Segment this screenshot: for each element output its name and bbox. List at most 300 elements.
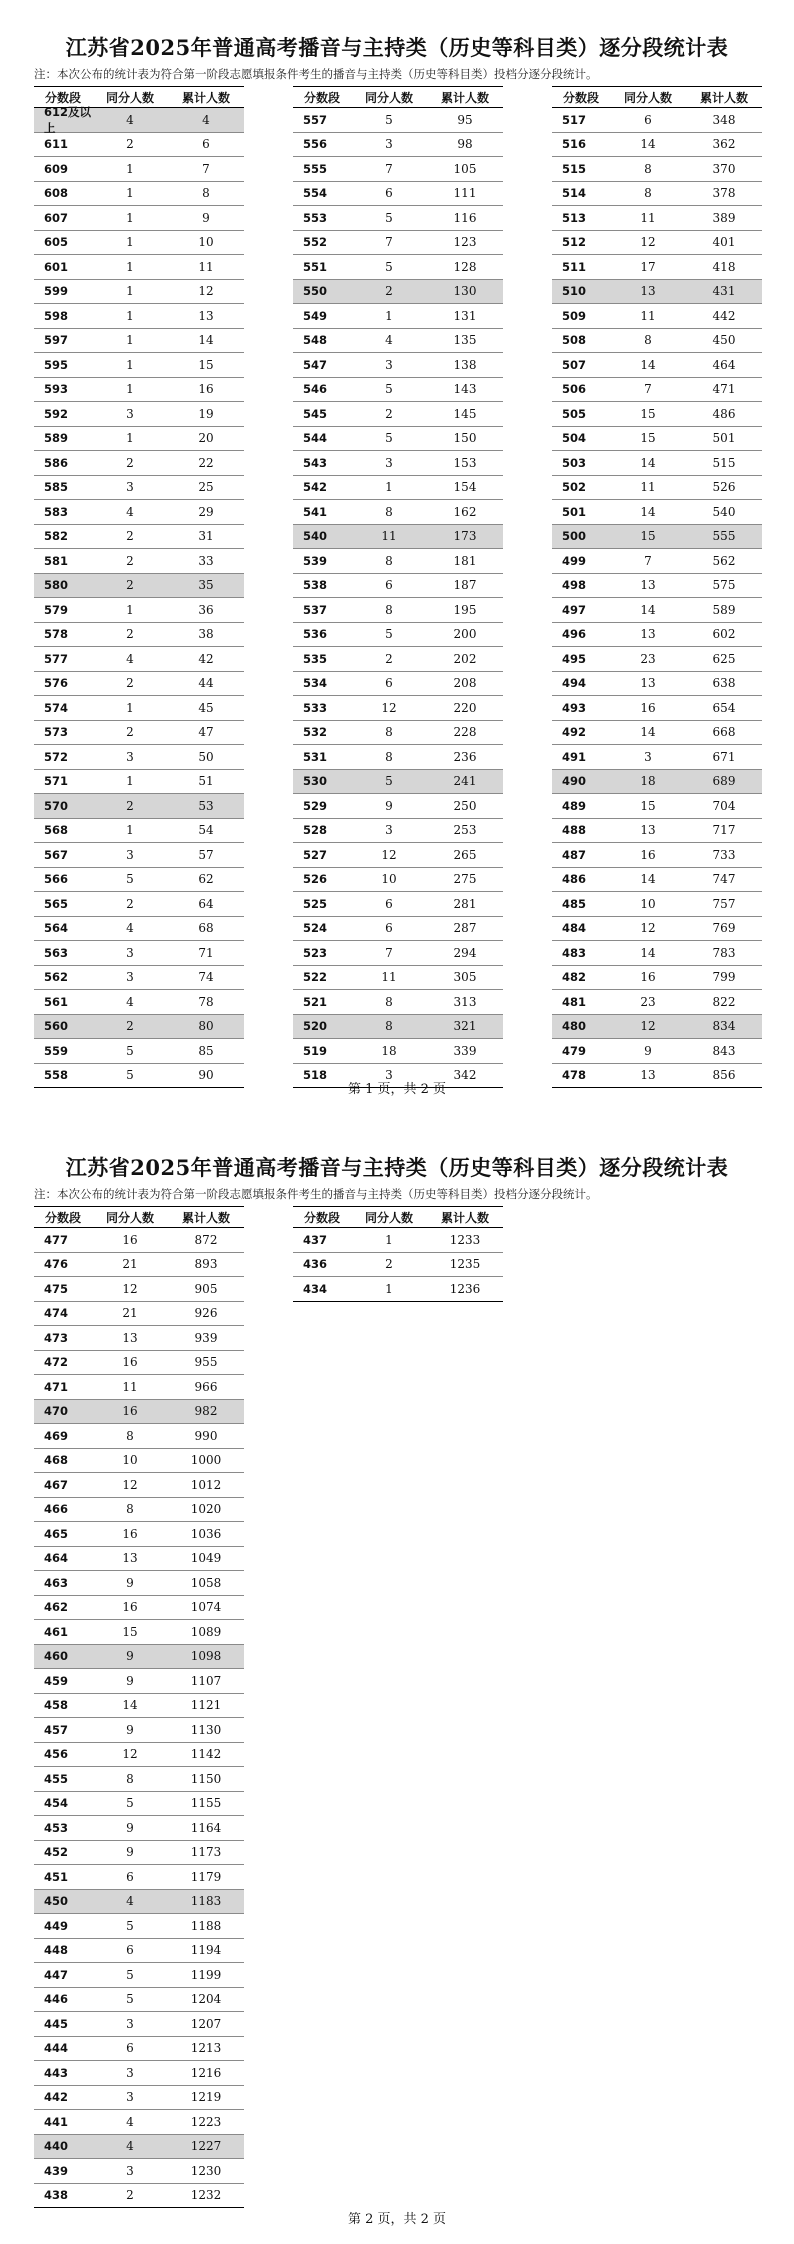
cumulative-cell: 130 bbox=[453, 284, 477, 299]
score-cell: 473 bbox=[44, 1330, 69, 1345]
score-cell: 508 bbox=[562, 333, 587, 348]
score-cell: 488 bbox=[562, 823, 587, 838]
cumulative-cell: 1213 bbox=[190, 2041, 222, 2056]
score-cell: 525 bbox=[303, 896, 328, 911]
same-count-cell: 3 bbox=[126, 2163, 134, 2178]
cumulative-cell: 486 bbox=[712, 406, 736, 421]
cumulative-cell: 1216 bbox=[190, 2065, 222, 2080]
score-cell: 469 bbox=[44, 1428, 69, 1443]
header-score: 分数段 bbox=[44, 1210, 81, 1225]
same-count-cell: 1 bbox=[126, 823, 134, 838]
table-row bbox=[293, 427, 503, 452]
page-title: 江苏省2025年普通高考播音与主持类（历史等科目类）逐分段统计表 bbox=[65, 1155, 729, 1180]
same-count-cell: 14 bbox=[640, 137, 656, 152]
score-cell: 524 bbox=[303, 921, 328, 936]
cumulative-cell: 966 bbox=[194, 1379, 218, 1394]
same-count-cell: 14 bbox=[640, 504, 656, 519]
score-cell: 562 bbox=[44, 970, 69, 985]
table-row bbox=[552, 721, 762, 746]
table-row bbox=[34, 1767, 244, 1792]
same-count-cell: 6 bbox=[385, 676, 393, 691]
table-row bbox=[552, 402, 762, 427]
table-row bbox=[34, 353, 244, 378]
same-count-cell: 3 bbox=[385, 357, 393, 372]
same-count-cell: 1 bbox=[126, 382, 134, 397]
table-row bbox=[34, 1400, 244, 1425]
table-row bbox=[293, 549, 503, 574]
table-row bbox=[293, 1015, 503, 1040]
same-count-cell: 5 bbox=[385, 774, 393, 789]
score-cell: 539 bbox=[303, 553, 328, 568]
score-cell: 456 bbox=[44, 1747, 69, 1762]
table-row bbox=[293, 231, 503, 256]
score-cell: 552 bbox=[303, 235, 328, 250]
same-count-cell: 13 bbox=[640, 284, 656, 299]
same-count-cell: 14 bbox=[640, 602, 656, 617]
score-cell: 611 bbox=[44, 137, 69, 152]
same-count-cell: 4 bbox=[385, 333, 393, 348]
header-cumulative: 累计人数 bbox=[181, 90, 230, 105]
same-count-cell: 3 bbox=[126, 2065, 134, 2080]
same-count-cell: 11 bbox=[381, 529, 397, 544]
table-row bbox=[34, 1939, 244, 1964]
score-table-column-2 bbox=[293, 86, 503, 1088]
score-cell: 464 bbox=[44, 1551, 69, 1566]
score-cell: 542 bbox=[303, 480, 328, 495]
table-body bbox=[293, 108, 503, 1088]
cumulative-cell: 1235 bbox=[449, 1257, 481, 1272]
cumulative-cell: 111 bbox=[453, 186, 477, 201]
table-row bbox=[293, 1277, 503, 1302]
table-row bbox=[34, 476, 244, 501]
page-footer: 第 2 页，共 2 页 bbox=[347, 2212, 447, 2227]
score-cell: 463 bbox=[44, 1575, 69, 1590]
cumulative-cell: 717 bbox=[712, 823, 736, 838]
cumulative-cell: 955 bbox=[194, 1355, 218, 1370]
score-cell: 529 bbox=[303, 798, 328, 813]
score-cell: 561 bbox=[44, 994, 69, 1009]
table-row bbox=[552, 280, 762, 305]
cumulative-cell: 305 bbox=[453, 970, 477, 985]
same-count-cell: 15 bbox=[122, 1624, 138, 1639]
score-cell: 511 bbox=[562, 259, 587, 274]
same-count-cell: 6 bbox=[126, 2041, 134, 2056]
table-row bbox=[34, 1890, 244, 1915]
same-count-cell: 12 bbox=[122, 1281, 138, 1296]
cumulative-cell: 1012 bbox=[190, 1477, 222, 1492]
cumulative-cell: 1204 bbox=[190, 1992, 222, 2007]
cumulative-cell: 162 bbox=[453, 504, 477, 519]
same-count-cell: 10 bbox=[122, 1453, 138, 1468]
score-cell: 437 bbox=[303, 1232, 328, 1247]
score-cell: 517 bbox=[562, 112, 587, 127]
cumulative-cell: 105 bbox=[453, 161, 477, 176]
table-row bbox=[34, 1228, 244, 1253]
same-count-cell: 23 bbox=[640, 994, 656, 1009]
table-row bbox=[34, 1718, 244, 1743]
cumulative-cell: 153 bbox=[453, 455, 477, 470]
score-cell: 605 bbox=[44, 235, 69, 250]
cumulative-cell: 689 bbox=[712, 774, 736, 789]
cumulative-cell: 1058 bbox=[190, 1575, 222, 1590]
same-count-cell: 16 bbox=[122, 1404, 138, 1419]
same-count-cell: 3 bbox=[385, 1068, 393, 1083]
table-row bbox=[34, 843, 244, 868]
same-count-cell: 3 bbox=[126, 406, 134, 421]
same-count-cell: 9 bbox=[126, 1673, 134, 1688]
score-cell: 557 bbox=[303, 112, 328, 127]
table-row bbox=[34, 1792, 244, 1817]
table-row bbox=[293, 574, 503, 599]
table-row bbox=[293, 525, 503, 550]
score-cell: 554 bbox=[303, 186, 328, 201]
same-count-cell: 2 bbox=[126, 578, 134, 593]
same-count-cell: 2 bbox=[126, 455, 134, 470]
table-header bbox=[34, 1206, 244, 1228]
same-count-cell: 15 bbox=[640, 798, 656, 813]
score-cell: 568 bbox=[44, 823, 69, 838]
score-cell: 472 bbox=[44, 1355, 69, 1370]
score-cell: 443 bbox=[44, 2065, 69, 2080]
table-row bbox=[34, 1039, 244, 1064]
same-count-cell: 12 bbox=[640, 1019, 656, 1034]
same-count-cell: 1 bbox=[126, 602, 134, 617]
same-count-cell: 21 bbox=[122, 1257, 138, 1272]
score-table-column-3 bbox=[552, 86, 762, 1088]
table-row bbox=[293, 819, 503, 844]
score-cell: 448 bbox=[44, 1943, 69, 1958]
cumulative-cell: 370 bbox=[712, 161, 736, 176]
score-cell: 536 bbox=[303, 627, 328, 642]
header-same-count: 同分人数 bbox=[105, 90, 154, 105]
cumulative-cell: 1173 bbox=[190, 1845, 222, 1860]
same-count-cell: 1 bbox=[126, 284, 134, 299]
table-row bbox=[34, 1253, 244, 1278]
same-count-cell: 5 bbox=[385, 431, 393, 446]
table-row bbox=[34, 2184, 244, 2209]
same-count-cell: 15 bbox=[640, 529, 656, 544]
score-cell: 527 bbox=[303, 847, 328, 862]
score-cell: 481 bbox=[562, 994, 587, 1009]
table-row bbox=[552, 157, 762, 182]
table-row bbox=[293, 304, 503, 329]
cumulative-cell: 638 bbox=[712, 676, 736, 691]
table-note: 注：本次公布的统计表为符合第一阶段志愿填报条件考生的播音与主持类（历史等科目类）投档分逐分段统计。 bbox=[34, 67, 598, 81]
table-row bbox=[34, 1351, 244, 1376]
table-row bbox=[293, 1039, 503, 1064]
score-cell: 491 bbox=[562, 749, 587, 764]
same-count-cell: 4 bbox=[126, 2139, 134, 2154]
same-count-cell: 2 bbox=[126, 1019, 134, 1034]
score-cell: 537 bbox=[303, 602, 328, 617]
cumulative-cell: 389 bbox=[712, 210, 736, 225]
score-cell: 445 bbox=[44, 2016, 69, 2031]
score-cell: 592 bbox=[44, 406, 69, 421]
table-row bbox=[552, 574, 762, 599]
score-cell: 451 bbox=[44, 1869, 69, 1884]
same-count-cell: 8 bbox=[385, 602, 393, 617]
same-count-cell: 6 bbox=[126, 1869, 134, 1884]
cumulative-cell: 80 bbox=[198, 1019, 214, 1034]
header-cumulative: 累计人数 bbox=[699, 90, 748, 105]
same-count-cell: 5 bbox=[385, 627, 393, 642]
table-row bbox=[552, 819, 762, 844]
score-cell: 467 bbox=[44, 1477, 69, 1492]
cumulative-cell: 64 bbox=[198, 896, 214, 911]
same-count-cell: 3 bbox=[126, 480, 134, 495]
score-cell: 483 bbox=[562, 945, 587, 960]
cumulative-cell: 202 bbox=[453, 651, 477, 666]
cumulative-cell: 220 bbox=[453, 700, 477, 715]
cumulative-cell: 589 bbox=[712, 602, 736, 617]
score-cell: 446 bbox=[44, 1992, 69, 2007]
score-cell: 579 bbox=[44, 602, 69, 617]
same-count-cell: 16 bbox=[122, 1600, 138, 1615]
table-row bbox=[552, 255, 762, 280]
score-cell: 612及以上 bbox=[44, 104, 92, 135]
same-count-cell: 12 bbox=[122, 1747, 138, 1762]
cumulative-cell: 38 bbox=[198, 627, 214, 642]
same-count-cell: 4 bbox=[126, 112, 134, 127]
same-count-cell: 3 bbox=[126, 970, 134, 985]
table-row bbox=[552, 231, 762, 256]
table-row bbox=[552, 1015, 762, 1040]
table-row bbox=[34, 721, 244, 746]
same-count-cell: 18 bbox=[381, 1043, 397, 1058]
cumulative-cell: 1188 bbox=[190, 1918, 222, 1933]
cumulative-cell: 74 bbox=[198, 970, 214, 985]
score-cell: 476 bbox=[44, 1257, 69, 1272]
table-row bbox=[34, 623, 244, 648]
table-row bbox=[293, 1228, 503, 1253]
cumulative-cell: 783 bbox=[712, 945, 736, 960]
table-row bbox=[293, 378, 503, 403]
same-count-cell: 8 bbox=[385, 1019, 393, 1034]
cumulative-cell: 53 bbox=[198, 798, 214, 813]
same-count-cell: 9 bbox=[126, 1845, 134, 1860]
score-cell: 453 bbox=[44, 1820, 69, 1835]
same-count-cell: 13 bbox=[640, 1068, 656, 1083]
table-row bbox=[293, 721, 503, 746]
score-cell: 454 bbox=[44, 1796, 69, 1811]
same-count-cell: 13 bbox=[640, 676, 656, 691]
table-row bbox=[293, 696, 503, 721]
same-count-cell: 6 bbox=[385, 896, 393, 911]
header-score: 分数段 bbox=[303, 90, 340, 105]
same-count-cell: 14 bbox=[122, 1698, 138, 1713]
score-cell: 532 bbox=[303, 725, 328, 740]
cumulative-cell: 602 bbox=[712, 627, 736, 642]
score-cell: 513 bbox=[562, 210, 587, 225]
score-cell: 471 bbox=[44, 1379, 69, 1394]
same-count-cell: 8 bbox=[385, 994, 393, 1009]
table-row bbox=[34, 1326, 244, 1351]
table-row bbox=[293, 647, 503, 672]
table-row bbox=[34, 574, 244, 599]
score-cell: 442 bbox=[44, 2090, 69, 2105]
same-count-cell: 11 bbox=[640, 480, 656, 495]
cumulative-cell: 834 bbox=[712, 1019, 736, 1034]
same-count-cell: 8 bbox=[126, 1428, 134, 1443]
score-cell: 608 bbox=[44, 186, 69, 201]
score-table-column-1 bbox=[34, 1206, 244, 2208]
same-count-cell: 3 bbox=[126, 945, 134, 960]
cumulative-cell: 442 bbox=[712, 308, 736, 323]
same-count-cell: 5 bbox=[385, 112, 393, 127]
table-row bbox=[293, 794, 503, 819]
table-body bbox=[552, 108, 762, 1088]
header-score: 分数段 bbox=[303, 1210, 340, 1225]
table-row bbox=[552, 500, 762, 525]
score-cell: 439 bbox=[44, 2163, 69, 2178]
cumulative-cell: 95 bbox=[457, 112, 473, 127]
same-count-cell: 7 bbox=[644, 553, 652, 568]
same-count-cell: 5 bbox=[126, 1992, 134, 2007]
same-count-cell: 9 bbox=[126, 1575, 134, 1590]
cumulative-cell: 45 bbox=[198, 700, 214, 715]
cumulative-cell: 6 bbox=[202, 137, 210, 152]
cumulative-cell: 173 bbox=[453, 529, 477, 544]
same-count-cell: 5 bbox=[126, 1967, 134, 1982]
score-cell: 462 bbox=[44, 1600, 69, 1615]
same-count-cell: 9 bbox=[126, 1820, 134, 1835]
cumulative-cell: 145 bbox=[453, 406, 477, 421]
score-cell: 468 bbox=[44, 1453, 69, 1468]
score-cell: 576 bbox=[44, 676, 69, 691]
cumulative-cell: 42 bbox=[198, 651, 214, 666]
cumulative-cell: 47 bbox=[198, 725, 214, 740]
table-row bbox=[34, 451, 244, 476]
score-cell: 566 bbox=[44, 872, 69, 887]
table-row bbox=[34, 1375, 244, 1400]
score-cell: 550 bbox=[303, 284, 328, 299]
same-count-cell: 1 bbox=[126, 357, 134, 372]
table-row bbox=[293, 941, 503, 966]
score-cell: 484 bbox=[562, 921, 587, 936]
cumulative-cell: 25 bbox=[198, 480, 214, 495]
same-count-cell: 8 bbox=[644, 186, 652, 201]
table-row bbox=[552, 745, 762, 770]
table-row bbox=[34, 133, 244, 158]
table-note: 注：本次公布的统计表为符合第一阶段志愿填报条件考生的播音与主持类（历史等科目类）投档分逐分段统计。 bbox=[34, 1187, 598, 1201]
same-count-cell: 16 bbox=[640, 700, 656, 715]
score-cell: 589 bbox=[44, 431, 69, 446]
table-row bbox=[34, 2012, 244, 2037]
same-count-cell: 1 bbox=[385, 308, 393, 323]
cumulative-cell: 12 bbox=[198, 284, 214, 299]
cumulative-cell: 13 bbox=[198, 308, 214, 323]
cumulative-cell: 54 bbox=[198, 823, 214, 838]
same-count-cell: 9 bbox=[644, 1043, 652, 1058]
same-count-cell: 6 bbox=[644, 112, 652, 127]
table-row bbox=[293, 770, 503, 795]
same-count-cell: 16 bbox=[122, 1526, 138, 1541]
table-row bbox=[34, 206, 244, 231]
score-cell: 498 bbox=[562, 578, 587, 593]
same-count-cell: 16 bbox=[640, 970, 656, 985]
table-row bbox=[293, 133, 503, 158]
score-cell: 510 bbox=[562, 284, 587, 299]
cumulative-cell: 362 bbox=[712, 137, 736, 152]
score-cell: 583 bbox=[44, 504, 69, 519]
score-cell: 560 bbox=[44, 1019, 69, 1034]
score-cell: 572 bbox=[44, 749, 69, 764]
score-cell: 507 bbox=[562, 357, 587, 372]
header-score: 分数段 bbox=[562, 90, 599, 105]
table-row bbox=[552, 990, 762, 1015]
cumulative-cell: 131 bbox=[453, 308, 477, 323]
table-row bbox=[34, 104, 244, 135]
header-cumulative: 累计人数 bbox=[440, 1210, 489, 1225]
same-count-cell: 2 bbox=[126, 2188, 134, 2203]
table-row bbox=[293, 206, 503, 231]
table-row bbox=[293, 672, 503, 697]
table-row bbox=[34, 2061, 244, 2086]
table-row bbox=[552, 378, 762, 403]
cumulative-cell: 187 bbox=[453, 578, 477, 593]
table-row bbox=[34, 1963, 244, 1988]
table-row bbox=[34, 1865, 244, 1890]
table-row bbox=[34, 1547, 244, 1572]
cumulative-cell: 281 bbox=[453, 896, 477, 911]
page-2 bbox=[0, 1140, 794, 2244]
cumulative-cell: 1142 bbox=[190, 1747, 222, 1762]
cumulative-cell: 464 bbox=[712, 357, 736, 372]
cumulative-cell: 11 bbox=[198, 259, 214, 274]
same-count-cell: 11 bbox=[381, 970, 397, 985]
score-cell: 520 bbox=[303, 1019, 328, 1034]
score-cell: 436 bbox=[303, 1257, 328, 1272]
cumulative-cell: 1183 bbox=[190, 1894, 222, 1909]
cumulative-cell: 35 bbox=[198, 578, 214, 593]
score-cell: 535 bbox=[303, 651, 328, 666]
same-count-cell: 11 bbox=[122, 1379, 138, 1394]
score-cell: 533 bbox=[303, 700, 328, 715]
same-count-cell: 3 bbox=[385, 455, 393, 470]
cumulative-cell: 1036 bbox=[190, 1526, 222, 1541]
table-row bbox=[552, 843, 762, 868]
score-cell: 607 bbox=[44, 210, 69, 225]
same-count-cell: 12 bbox=[640, 921, 656, 936]
score-cell: 534 bbox=[303, 676, 328, 691]
same-count-cell: 7 bbox=[385, 235, 393, 250]
score-cell: 447 bbox=[44, 1967, 69, 1982]
score-cell: 500 bbox=[562, 529, 587, 544]
table-row bbox=[293, 1253, 503, 1278]
same-count-cell: 5 bbox=[126, 872, 134, 887]
table-row bbox=[34, 1694, 244, 1719]
score-cell: 544 bbox=[303, 431, 328, 446]
same-count-cell: 2 bbox=[385, 406, 393, 421]
same-count-cell: 16 bbox=[122, 1355, 138, 1370]
cumulative-cell: 671 bbox=[712, 749, 736, 764]
cumulative-cell: 450 bbox=[712, 333, 736, 348]
same-count-cell: 2 bbox=[385, 1257, 393, 1272]
table-row bbox=[552, 696, 762, 721]
cumulative-cell: 1089 bbox=[190, 1624, 222, 1639]
cumulative-cell: 339 bbox=[453, 1043, 477, 1058]
table-row bbox=[552, 427, 762, 452]
score-cell: 598 bbox=[44, 308, 69, 323]
score-cell: 545 bbox=[303, 406, 328, 421]
table-row bbox=[293, 500, 503, 525]
score-cell: 482 bbox=[562, 970, 587, 985]
cumulative-cell: 68 bbox=[198, 921, 214, 936]
cumulative-cell: 1227 bbox=[190, 2139, 222, 2154]
same-count-cell: 2 bbox=[385, 651, 393, 666]
same-count-cell: 3 bbox=[644, 749, 652, 764]
score-cell: 515 bbox=[562, 161, 587, 176]
